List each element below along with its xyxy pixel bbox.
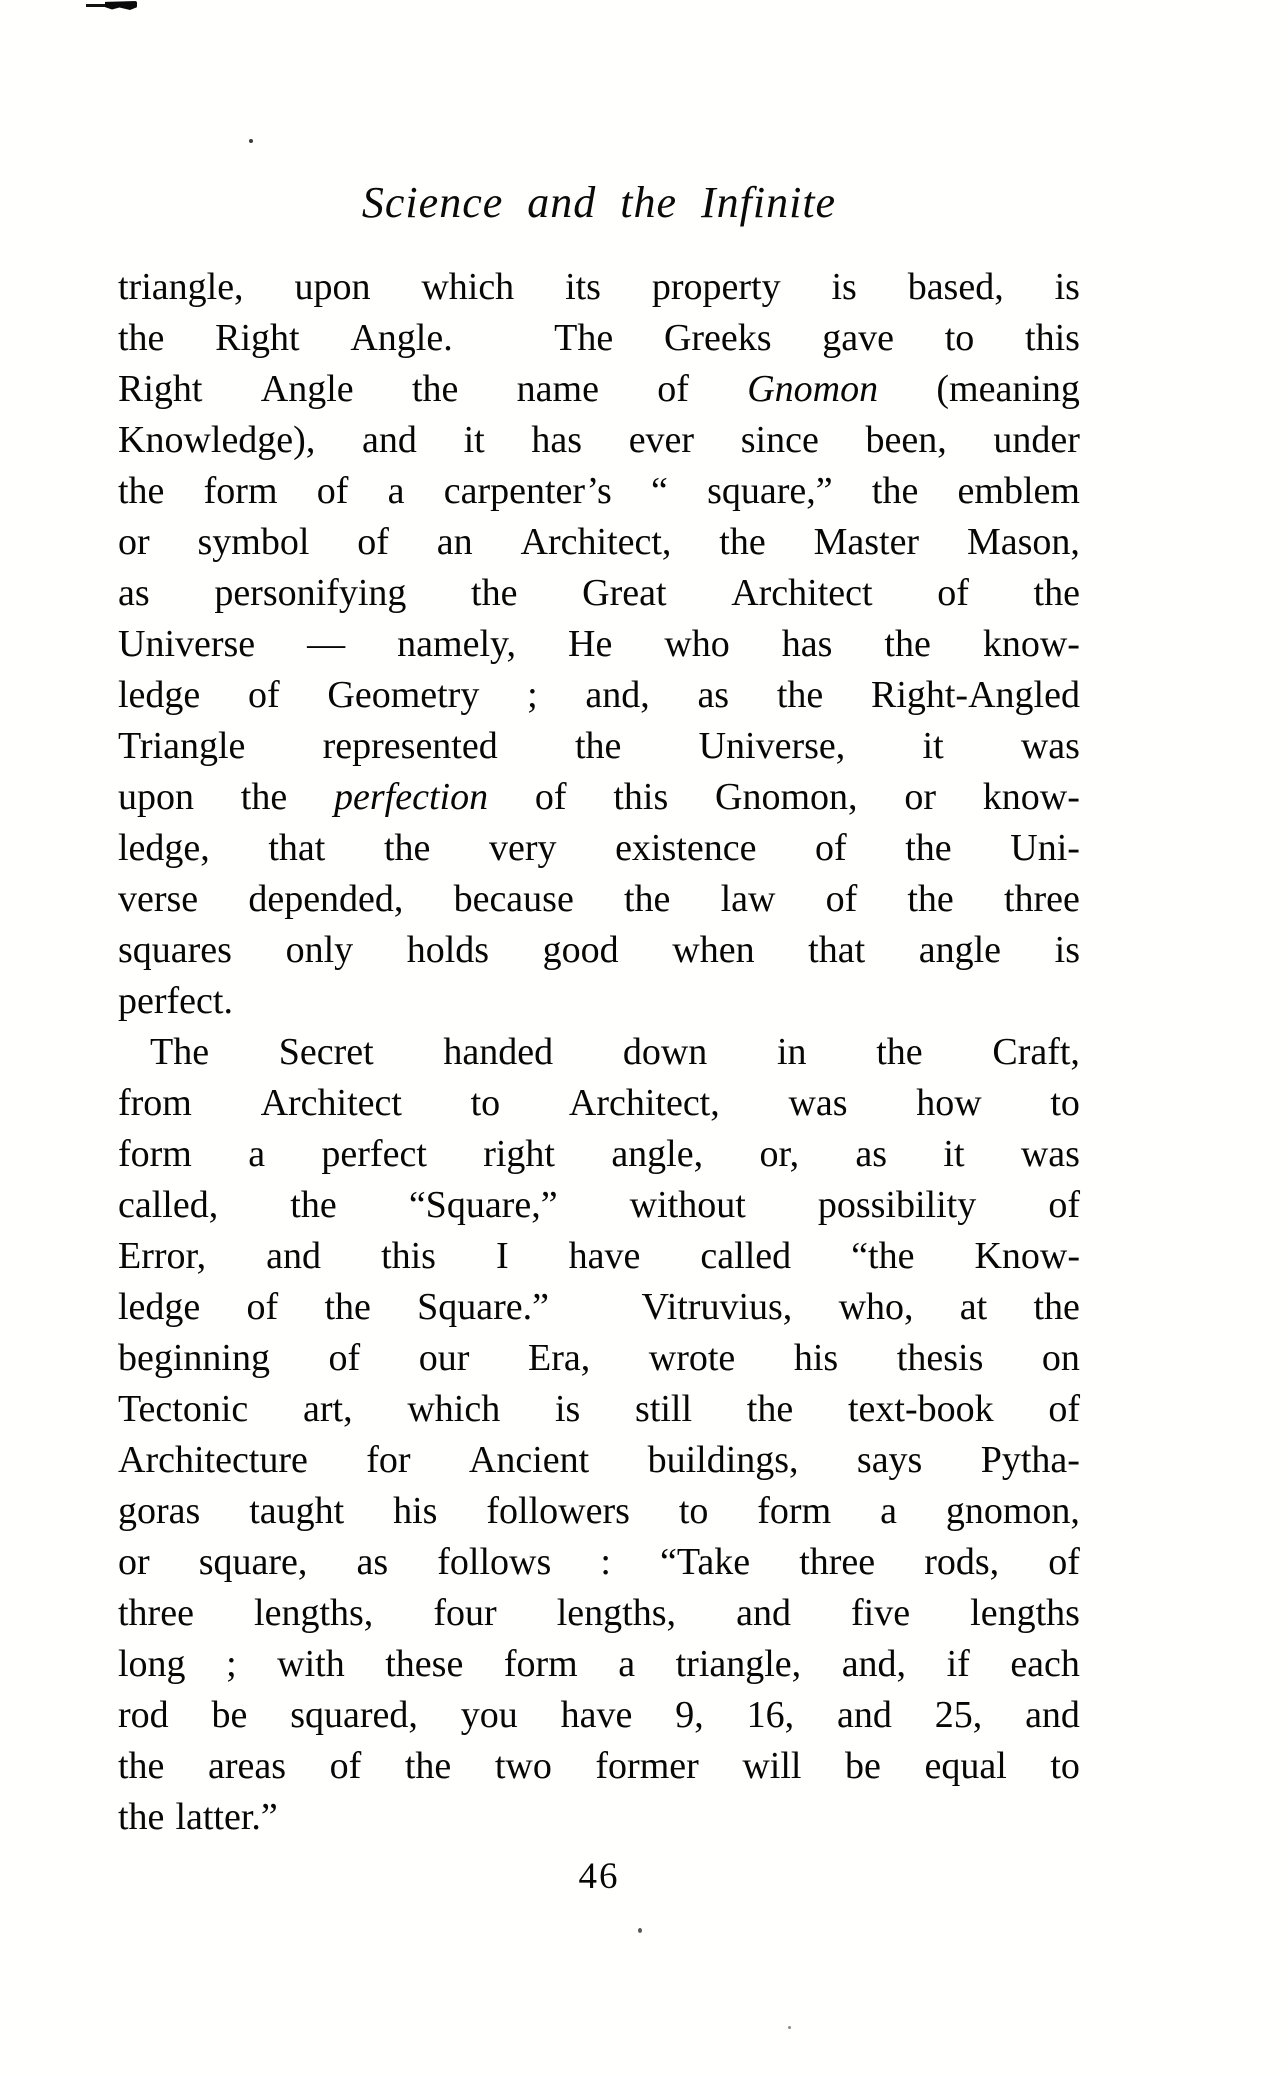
word: a (387, 470, 405, 512)
word: Secret (278, 1031, 374, 1073)
word: 9, (675, 1694, 704, 1736)
word: three (799, 1541, 876, 1583)
word: who, (838, 1286, 914, 1328)
word: perfection (334, 776, 489, 818)
word: the (404, 1745, 452, 1787)
word: The (150, 1031, 210, 1073)
word: has (781, 623, 833, 665)
word: the (118, 1796, 165, 1838)
word: how (916, 1082, 982, 1124)
word: “the (851, 1235, 915, 1277)
word: gnomon, (945, 1490, 1080, 1532)
word: law (720, 878, 776, 920)
word: follows (437, 1541, 552, 1583)
text-line (118, 1588, 1080, 1639)
word: our (418, 1337, 470, 1379)
word: the (884, 623, 931, 665)
word: symbol (197, 521, 310, 563)
word: name (516, 368, 599, 410)
text-line (118, 1180, 1080, 1231)
word: the (118, 317, 165, 359)
word: of (1048, 1541, 1080, 1583)
word: Right (118, 368, 203, 410)
text-line (118, 262, 1080, 313)
word: to (470, 1082, 501, 1124)
word: of (357, 521, 389, 563)
word: (meaning (936, 368, 1080, 410)
word: perfect (321, 1133, 427, 1175)
word: two (494, 1745, 552, 1787)
word: handed (443, 1031, 554, 1073)
word: is (1054, 266, 1080, 308)
word: which (407, 1388, 501, 1430)
word: was (1020, 1133, 1080, 1175)
word: each (1010, 1643, 1080, 1685)
word: and (266, 1235, 322, 1277)
word: Triangle (118, 725, 246, 767)
word: Knowledge), (118, 419, 316, 461)
word: wrote (648, 1337, 736, 1379)
word: it (943, 1133, 965, 1175)
word: Vitruvius, (641, 1286, 793, 1328)
word: who (664, 623, 730, 665)
word: his (393, 1490, 438, 1532)
word: lengths, (254, 1592, 374, 1634)
word: text-book (847, 1388, 994, 1430)
text-line (118, 670, 1080, 721)
text-line (118, 1792, 1080, 1843)
word: verse (118, 878, 199, 920)
word: it (463, 419, 485, 461)
word: been, (865, 419, 947, 461)
body-text (118, 262, 1080, 1843)
word: was (788, 1082, 848, 1124)
word: or (904, 776, 936, 818)
word: Error, (118, 1235, 207, 1277)
word: 25, (934, 1694, 983, 1736)
text-line (118, 1741, 1080, 1792)
word: of (825, 878, 858, 920)
word: ever (628, 419, 695, 461)
word: called (700, 1235, 792, 1277)
word: of (316, 470, 349, 512)
text-line (118, 1486, 1080, 1537)
word: Universe (118, 623, 256, 665)
text-line (118, 1027, 1080, 1078)
word: of (1048, 1388, 1080, 1430)
word: know- (982, 623, 1080, 665)
text-line (118, 925, 1080, 976)
text-line (118, 1384, 1080, 1435)
word: and (362, 419, 417, 461)
text-line (118, 874, 1080, 925)
word: as (118, 572, 150, 614)
word: down (622, 1031, 708, 1073)
word: I (495, 1235, 509, 1277)
word: still (635, 1388, 693, 1430)
word: the (118, 1745, 165, 1787)
word: and, (841, 1643, 907, 1685)
word: Know- (974, 1235, 1080, 1277)
word: “Square,” (408, 1184, 558, 1226)
word: upon (118, 776, 194, 818)
word: has (531, 419, 583, 461)
word: right (483, 1133, 555, 1175)
text-line (118, 721, 1080, 772)
word: of (329, 1745, 362, 1787)
word: Right-Angled (870, 674, 1080, 716)
page-number: 46 (578, 1856, 620, 1897)
word: the (324, 1286, 371, 1328)
word: the (471, 572, 518, 614)
word: taught (249, 1490, 345, 1532)
text-line (118, 1282, 1080, 1333)
word: for (366, 1439, 411, 1481)
word: is (554, 1388, 581, 1430)
word: of (937, 572, 969, 614)
word: ; (527, 674, 538, 716)
word: 16, (746, 1694, 795, 1736)
word: was (1020, 725, 1080, 767)
word: Universe, (698, 725, 846, 767)
word: the (290, 1184, 337, 1226)
word: form (757, 1490, 832, 1532)
word: of (815, 827, 847, 869)
text-line (118, 1129, 1080, 1180)
word: rods, (924, 1541, 1000, 1583)
word: from (118, 1082, 192, 1124)
text-line (118, 517, 1080, 568)
word: Pytha- (980, 1439, 1080, 1481)
word: property (651, 266, 781, 308)
text-line (118, 619, 1080, 670)
word: based, (907, 266, 1004, 308)
word: and (736, 1592, 791, 1634)
word: the (871, 470, 919, 512)
word: of (657, 368, 689, 410)
word: Uni- (1010, 827, 1080, 869)
word: and (1025, 1694, 1080, 1736)
word: triangle, (675, 1643, 802, 1685)
word: or (118, 1541, 150, 1583)
word: as (697, 674, 730, 716)
word: carpenter’s (443, 470, 612, 512)
word: the (876, 1031, 923, 1073)
word: form (203, 470, 278, 512)
text-line (118, 1333, 1080, 1384)
word: very (488, 827, 557, 869)
text-line (118, 1231, 1080, 1282)
word: be (845, 1745, 881, 1787)
word: Era, (527, 1337, 591, 1379)
word: the (1033, 1286, 1080, 1328)
word: is (1054, 929, 1080, 971)
word: of (1048, 1184, 1080, 1226)
word: represented (322, 725, 498, 767)
word: of (248, 674, 280, 716)
word: square, (198, 1541, 308, 1583)
word: ledge (118, 674, 201, 716)
word: this (613, 776, 669, 818)
text-column (118, 0, 1080, 1898)
scan-artifact (86, 4, 108, 7)
word: beginning (118, 1337, 270, 1379)
word: perfect. (118, 980, 233, 1022)
text-line (118, 313, 1080, 364)
word: angle, (611, 1133, 704, 1175)
word: : (600, 1541, 611, 1583)
word: says (856, 1439, 923, 1481)
word: of (328, 1337, 361, 1379)
word: of (534, 776, 567, 818)
running-header: Science and the Infinite (361, 178, 837, 227)
word: followers (486, 1490, 630, 1532)
word: be (211, 1694, 248, 1736)
word: the (240, 776, 288, 818)
word: triangle, (118, 266, 244, 308)
word: the (719, 521, 766, 563)
word: Architect (731, 572, 873, 614)
word: form (503, 1643, 578, 1685)
word: the (383, 827, 431, 869)
word: under (993, 419, 1080, 461)
text-line (118, 823, 1080, 874)
word: the (905, 827, 952, 869)
word: ; (226, 1643, 237, 1685)
word: Tectonic (118, 1388, 249, 1430)
word: as (356, 1541, 389, 1583)
word: squares (118, 929, 232, 971)
text-line (118, 415, 1080, 466)
word: an (436, 521, 473, 563)
word: since (740, 419, 819, 461)
word: good (542, 929, 619, 971)
word: emblem (957, 470, 1080, 512)
word: three (118, 1592, 194, 1634)
word: the (907, 878, 954, 920)
text-line (118, 568, 1080, 619)
word: called, (118, 1184, 219, 1226)
word: his (793, 1337, 839, 1379)
word: the (776, 674, 824, 716)
word: Craft, (992, 1031, 1080, 1073)
word: these (385, 1643, 464, 1685)
word: Gnomon, (715, 776, 858, 818)
word: the (574, 725, 622, 767)
word: — (307, 623, 346, 665)
word: that (808, 929, 866, 971)
word: this (381, 1235, 436, 1277)
word: He (568, 623, 613, 665)
word: only (285, 929, 354, 971)
word: possibility (817, 1184, 977, 1226)
word: depended, (248, 878, 404, 920)
word: of (246, 1286, 279, 1328)
word: which (421, 266, 515, 308)
word: on (1041, 1337, 1080, 1379)
word: lengths (970, 1592, 1080, 1634)
word: Angle (260, 368, 354, 410)
text-line (118, 1435, 1080, 1486)
scan-speck (638, 1928, 642, 1933)
word: Right (215, 317, 300, 359)
word: rod (118, 1694, 169, 1736)
text-line (118, 772, 1080, 823)
word: lengths, (556, 1592, 677, 1634)
word: Ancient (468, 1439, 590, 1481)
word: at (959, 1286, 988, 1328)
word: that (268, 827, 326, 869)
word: Geometry (327, 674, 480, 716)
word: art, (303, 1388, 353, 1430)
word: Architecture (118, 1439, 308, 1481)
word: thesis (896, 1337, 984, 1379)
word: holds (406, 929, 490, 971)
word: in (776, 1031, 807, 1073)
word: squared, (290, 1694, 418, 1736)
word: ledge (118, 1286, 201, 1328)
word: form (118, 1133, 192, 1175)
word: and (836, 1694, 892, 1736)
word: a (618, 1643, 636, 1685)
text-line (118, 1078, 1080, 1129)
word: “Take (659, 1541, 751, 1583)
word: three (1003, 878, 1080, 920)
word: the (623, 878, 671, 920)
word: namely, (397, 623, 517, 665)
word: if (946, 1643, 970, 1685)
word: it (922, 725, 944, 767)
word: without (629, 1184, 746, 1226)
scan-speck (788, 2026, 791, 2029)
word: to (678, 1490, 709, 1532)
text-line (118, 364, 1080, 415)
word: Angle. (350, 317, 453, 359)
text-line (118, 1639, 1080, 1690)
word: its (565, 266, 601, 308)
word: because (453, 878, 574, 920)
word: the (118, 470, 165, 512)
word: four (433, 1592, 497, 1634)
word: upon (294, 266, 371, 308)
word: goras (118, 1490, 201, 1532)
word: equal (924, 1745, 1007, 1787)
word: square,” (707, 470, 833, 512)
word: will (742, 1745, 802, 1787)
word: The (554, 317, 614, 359)
word: five (851, 1592, 911, 1634)
paragraph (118, 1027, 1080, 1843)
word: as (855, 1133, 888, 1175)
word: you (460, 1694, 518, 1736)
word: areas (208, 1745, 287, 1787)
word: existence (615, 827, 757, 869)
word: Great (582, 572, 667, 614)
text-line (118, 466, 1080, 517)
word: the (746, 1388, 794, 1430)
word: Architect, (568, 1082, 720, 1124)
word: buildings, (647, 1439, 799, 1481)
word: Architect, (520, 521, 672, 563)
word: to (944, 317, 975, 359)
word: Mason, (966, 521, 1080, 563)
word: personifying (214, 572, 407, 614)
word: know- (982, 776, 1080, 818)
word: to (1050, 1082, 1080, 1124)
word: Master (813, 521, 920, 563)
word: have (560, 1694, 633, 1736)
word: to (1050, 1745, 1080, 1787)
word: a (248, 1133, 266, 1175)
word: or, (759, 1133, 800, 1175)
word: gave (822, 317, 895, 359)
text-line (118, 1537, 1080, 1588)
text-line (118, 976, 1080, 1027)
word: Greeks (663, 317, 772, 359)
word: is (831, 266, 857, 308)
word: Architect (260, 1082, 402, 1124)
text-line (118, 1690, 1080, 1741)
word: a (880, 1490, 897, 1532)
paragraph (118, 262, 1080, 1027)
word: latter.” (175, 1796, 278, 1838)
word: this (1025, 317, 1080, 359)
word: ledge, (118, 827, 210, 869)
word: have (568, 1235, 641, 1277)
word: the (411, 368, 459, 410)
word: when (672, 929, 755, 971)
word: or (118, 521, 150, 563)
word: Gnomon (747, 368, 879, 410)
word: Square.” (417, 1286, 550, 1328)
word: and, (585, 674, 650, 716)
word: the (1033, 572, 1080, 614)
word: long (118, 1643, 186, 1685)
word: angle (918, 929, 1002, 971)
word: with (277, 1643, 345, 1685)
word: “ (651, 470, 668, 512)
word: former (595, 1745, 699, 1787)
